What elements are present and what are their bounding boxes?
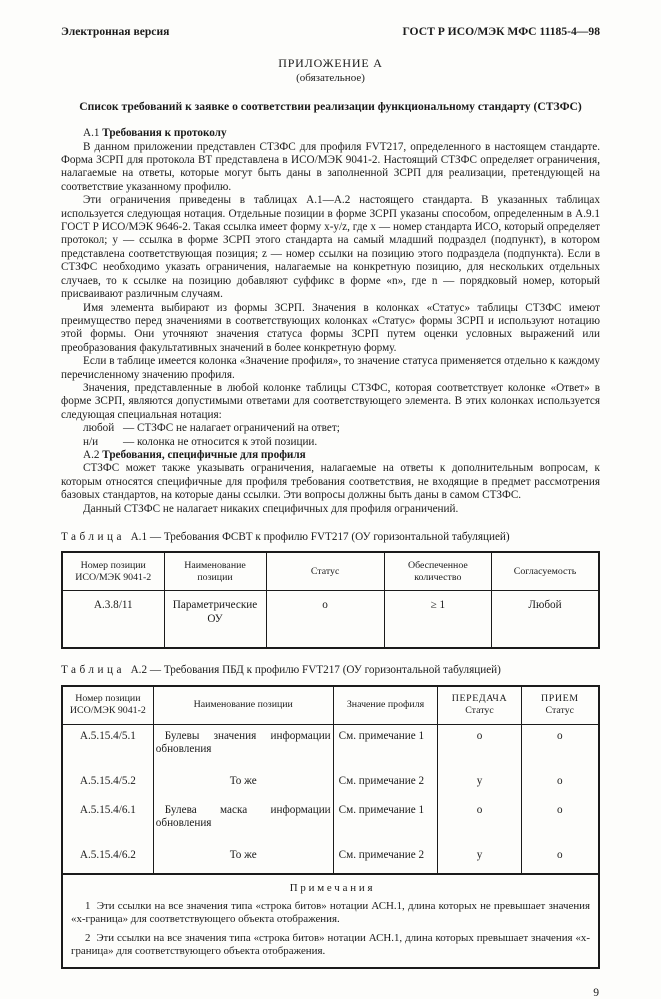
column-header-negotiability: Согласуемость [492,552,599,591]
column-header-position-name: Наименование позиции [164,552,266,591]
cell-position-number: А.5.15.4/6.2 [79,848,136,861]
cell-profile-value: См. примечание 2 [333,770,438,799]
cell-position-number: А.5.15.4/5.2 [79,774,136,787]
paragraph: Имя элемента выбирают из формы ЗСРП. Значения в колонках «Статус» таблицы СТЗФС имеют преимущество перед значениями в соответствующих колонках «Статус» формы ЗСРП и используют нотацию этой формы. Они уточняют значения статуса формы ЗСРП путем оценки условных выражений или преобразования факультативных значений в более конкретную форму. [61,301,600,354]
column-header-transmit-status: ПЕРЕДАЧА Статус [438,686,521,725]
notation-definition: — СТЗФС не налагает ограничений на ответ; [123,422,340,435]
table-notes-row [62,874,599,968]
table-a2-caption [61,664,600,677]
page-title: Список требований к заявке о соответствии реализации функциональному стандарту (СТЗФС) [79,100,582,114]
column-header-position-number: Номер позиции ИСО/МЭК 9041-2 [62,686,153,725]
note-number: 2 [85,931,91,944]
table-row [62,724,599,770]
table-row [62,799,599,844]
section-a2-number: А.2 [83,448,100,461]
table-a1-caption [61,531,600,544]
notation-term: н/и [83,435,99,448]
table-a2-header-row [62,686,599,725]
table-caption-word: Таблица [61,531,125,543]
cell-transmit-status: о [438,799,521,844]
cell-profile-value: См. примечание 1 [333,799,438,844]
header-edition-label: Электронная версия [61,25,170,38]
running-header [61,25,600,38]
note-text: Эти ссылки на все значения типа «строка битов» нотации АСН.1, длина которых не превышает значения «х-граница» для соответствующего объекта отображения. [71,900,590,926]
paragraph: В данном приложении представлен СТЗФС для профиля FVT217, определенного в настоящем стандарте. Форма ЗСРП для протокола ВТ представлена в ИСО/МЭК 9041-2. Настоящий СТЗФС определяет ограничения, налагаемые на ответы, которые могут быть даны в заполненной ЗСРП для реализации, претендующей на соответствие указанному профилю. [61,140,600,193]
notation-term: любой [83,422,115,435]
table-caption-number: А.2 [130,664,148,677]
cell-status: о [266,591,384,649]
cell-transmit-status: у [438,770,521,799]
page-number: 9 [593,986,599,999]
section-a1-heading-text: Требования к протоколу [102,127,227,140]
cell-position-number: А.5.15.4/6.1 [79,803,136,816]
cell-position-number: А.3.8/11 [93,599,133,612]
paragraph: СТЗФС может также указывать ограничения, налагаемые на ответы к дополнительным вопросам, к которым относятся специфичные для профиля требования соответствия, не входящие в предмет рассмотрения базовых стандартов, на которые даны ссылки. Эти вопросы должны быть даны в самом СТЗФС. [61,462,600,502]
cell-transmit-status: у [438,844,521,874]
column-header-profile-value: Значение профиля [333,686,438,725]
column-header-receive-status: ПРИЕМ Статус [521,686,599,725]
notation-item [61,436,600,449]
cell-negotiability: Любой [492,591,599,649]
cell-position-name: То же [153,770,333,799]
table-a1-header-row [62,552,599,591]
paragraph: Если в таблице имеется колонка «Значение профиля», то значение статуса применяется отдельно к каждому перечисленному значению профиля. [61,355,600,381]
appendix-subtitle: (обязательное) [296,71,365,84]
paragraph: Эти ограничения приведены в таблицах А.1—А.2 настоящего стандарта. В указанных таблицах используется следующая нотация. Отдельные позиции в форме ЗСРП указаны способом, определенным в А.9.1 ГОСТ Р ИСО/МЭК 9646-2. Такая ссылка имеет форму x-y/z, где x — номер стандарта ИСО, который определяет протокол; y — ссылка в форме ЗСРП этого стандарта на самый младший подраздел (подпункт), в котором представлена соответствующая позиция; z — номер ссылки на позицию этого подраздела (подпункта). Если в СТЗФС необходимо указать ограничения, налагаемые на конкретную позицию, для нескольких отдельных случаев, то к ссылке на позицию добавляют суффикс в форме «n», где n — порядковый номер, который присваивают различным случаям. [61,194,600,301]
table-row [62,591,599,649]
cell-quantity: ≥ 1 [384,591,491,649]
table-a2 [61,685,600,969]
notation-item [61,422,600,435]
cell-position-name: Булева маска информации обновления [153,799,333,844]
appendix-title: ПРИЛОЖЕНИЕ А [278,56,383,71]
cell-receive-status: о [521,770,599,799]
cell-receive-status: о [521,844,599,874]
column-header-provided-quantity: Обеспеченное количество [384,552,491,591]
note-number: 1 [85,900,91,913]
note-text: Эти ссылки на все значения типа «строка битов» нотации АСН.1, длина которых превышает значения «х-граница» для соответствующего объекта отображения. [71,931,591,957]
column-header-status: Статус [266,552,384,591]
table-notes-cell [62,874,599,968]
column-header-position-number: Номер позиции ИСО/МЭК 9041-2 [62,552,164,591]
column-header-position-name: Наименование позиции [153,686,333,725]
table-row [62,844,599,874]
table-row [62,770,599,799]
table-caption-word: Таблица [61,664,125,677]
cell-position-number: А.5.15.4/5.1 [79,729,136,742]
cell-position-name: Булевы значения информации обновления [153,724,333,770]
cell-receive-status: о [521,799,599,844]
table-a1 [61,551,600,649]
note-item [71,900,590,926]
header-standard-number: ГОСТ Р ИСО/МЭК МФС 11185-4—98 [402,25,600,38]
cell-profile-value: См. примечание 1 [333,724,438,770]
section-a1-number: А.1 [83,127,100,140]
paragraph: Значения, представленные в любой колонке таблицы СТЗФС, которая соответствует колонке «Ответ» в форме ЗСРП, являются допустимыми ответами для соответствующего элемента. В этих колонках используется следующая специальная нотация: [61,381,600,421]
cell-transmit-status: о [438,724,521,770]
cell-receive-status: о [521,724,599,770]
section-a2-heading-text: Требования, специфичные для профиля [102,448,306,461]
cell-profile-value: См. примечание 2 [333,844,438,874]
paragraph: Данный СТЗФС не налагает никаких специфичных для профиля ограничений. [83,502,459,515]
notes-label: Примечания [289,881,376,894]
section-a2-heading [61,449,600,462]
cell-position-name: Параметрические ОУ [164,591,266,649]
table-caption-text: — Требования ФСВТ к профилю FVT217 (ОУ горизонтальной табуляцией) [149,531,510,543]
cell-position-name: То же [153,844,333,874]
table-caption-text: — Требования ПБД к профилю FVT217 (ОУ горизонтальной табуляцией) [149,664,501,677]
table-caption-number: А.1 [130,531,148,543]
notation-definition: — колонка не относится к этой позиции. [123,435,318,448]
section-a1-heading [61,127,600,140]
